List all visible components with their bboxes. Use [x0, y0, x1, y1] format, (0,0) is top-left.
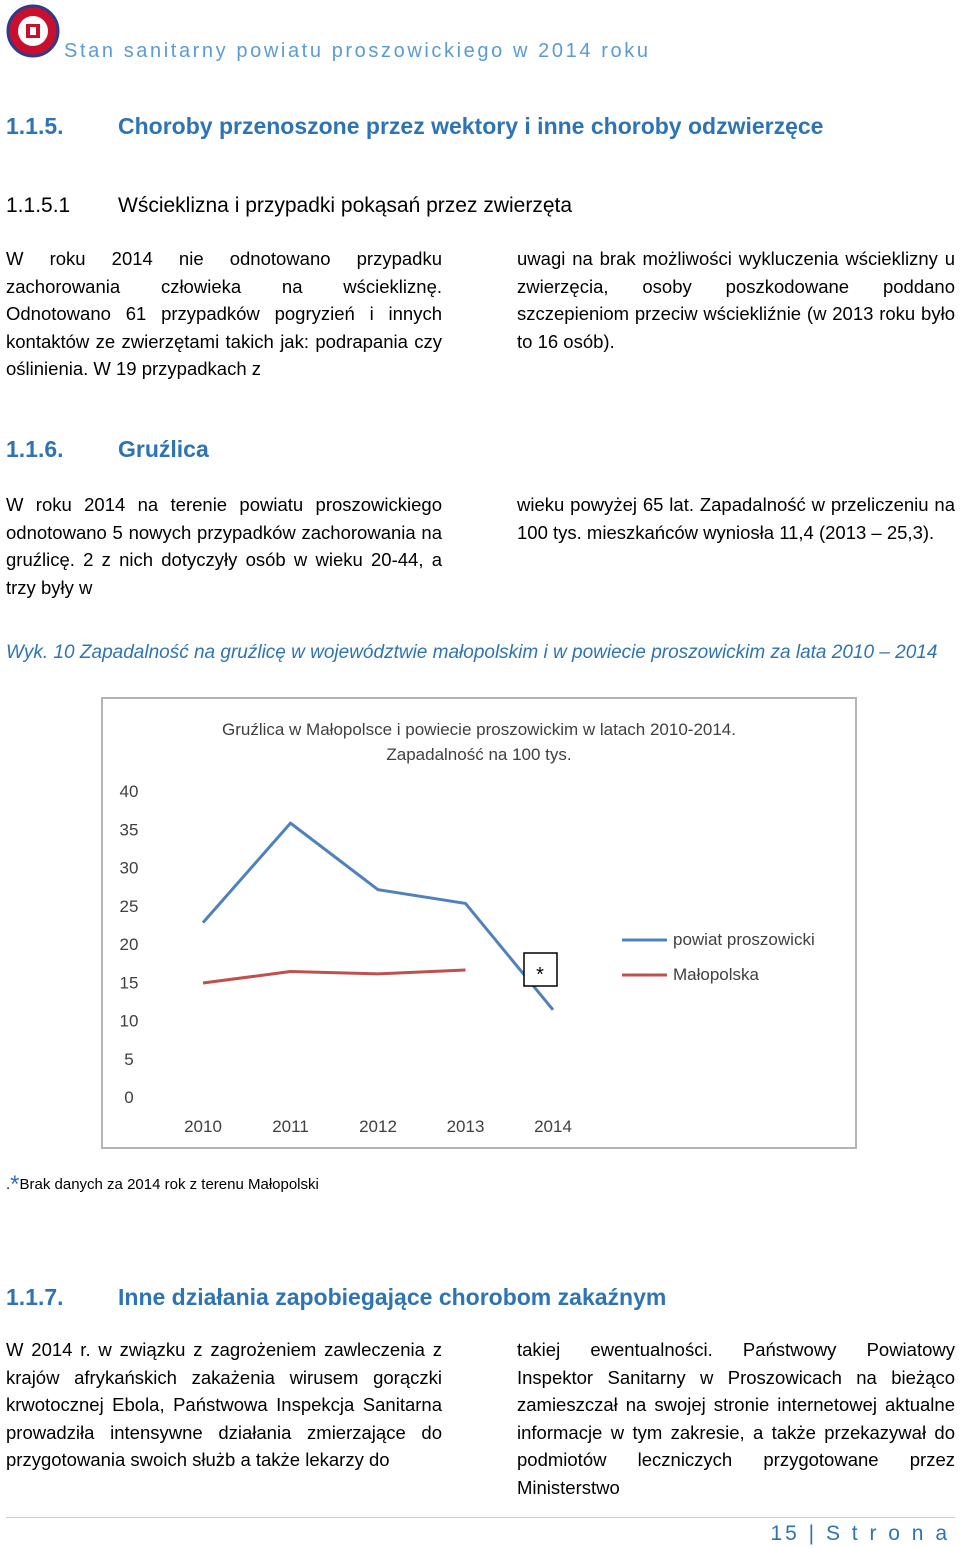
- x-tick-label: 2013: [446, 1117, 485, 1136]
- section-title: Choroby przenoszone przez wektory i inne choroby odzwierzęce: [118, 113, 824, 139]
- series-line: [203, 823, 553, 1010]
- y-tick-label: 30: [119, 858, 139, 878]
- y-tick-label: 35: [119, 820, 139, 840]
- x-tick-label: 2012: [359, 1117, 397, 1136]
- y-tick-label: 15: [119, 973, 139, 993]
- x-tick-label: 2011: [272, 1117, 309, 1136]
- page-label: S t r o n a: [825, 1522, 950, 1545]
- section-number: 1.1.5.: [6, 113, 64, 139]
- section-title: Gruźlica: [118, 436, 209, 462]
- x-tick-label: 2014: [534, 1117, 572, 1136]
- x-tick-label: 2010: [184, 1117, 222, 1136]
- figure-caption: Wyk. 10 Zapadalność na gruźlicę w województwie małopolskim i w powiecie proszowickim za lata 2010 – 2014: [6, 642, 938, 663]
- footnote-star: *: [10, 1171, 20, 1198]
- legend-label: powiat proszowicki: [673, 930, 815, 949]
- missing-data-annotation: *: [536, 964, 544, 986]
- paragraph-tuberculosis-left: W roku 2014 na terenie powiatu proszowickiego odnotowano 5 nowych przypadków zachorowania na gruźlicę. 2 z nich dotyczyły osób w wieku 20-44, a trzy były w: [6, 494, 442, 598]
- paragraph-prevention-left: W 2014 r. w związku z zagrożeniem zawleczenia z krajów afrykańskich zakażenia wirusem gorączki krwotocznej Ebola, Państwowa Inspekcja Sanitarna prowadziła intensywne działania zmierzające do przygotowania swoich służb a także lekarzy do: [6, 1339, 442, 1471]
- chart-title: Gruźlica w Małopolsce i powiecie proszowickim w latach 2010-2014.: [221, 720, 737, 739]
- paragraph-rabies-left: W roku 2014 nie odnotowano przypadku zachorowania człowieka na wściekliznę. Odnotowano 61 przypadków pogryzień i innych kontaktów ze zwierzętami takich jak: podrapania czy oślinienia. W 19 przypadkach z: [6, 248, 442, 380]
- section-number: 1.1.6.: [6, 436, 64, 462]
- chart-footnote: [6, 1171, 319, 1199]
- paragraph-rabies-right: uwagi na brak możliwości wykluczenia wścieklizny u zwierzęcia, osoby poszkodowane poddano szczepieniom przeciw wściekliźnie (w 2013 roku było to 16 osób).: [517, 248, 955, 352]
- subsection-number: 1.1.5.1: [6, 194, 71, 217]
- y-tick-label: 40: [119, 782, 139, 801]
- footer-divider: [6, 1517, 955, 1518]
- inspection-logo: [6, 4, 60, 58]
- page-number: 15: [770, 1522, 800, 1545]
- footnote-text: Brak danych za 2014 rok z terenu Małopolski: [19, 1176, 319, 1193]
- y-tick-label: 20: [119, 935, 139, 954]
- page-footer: [770, 1522, 950, 1546]
- y-tick-label: 25: [119, 896, 139, 916]
- y-tick-label: 0: [124, 1088, 134, 1107]
- document-header-title: Stan sanitarny powiatu proszowickiego w 2014 roku: [64, 40, 651, 62]
- subsection-title: Wścieklizna i przypadki pokąsań przez zwierzęta: [118, 194, 573, 217]
- section-title: Inne działania zapobiegające chorobom zakaźnym: [118, 1284, 667, 1310]
- page-separator: |: [808, 1522, 818, 1545]
- legend-label: Małopolska: [673, 965, 759, 984]
- footnote-prefix: .: [6, 1176, 11, 1193]
- series-line: [203, 970, 466, 983]
- chart-subtitle: Zapadalność na 100 tys.: [386, 745, 572, 764]
- tuberculosis-chart: [101, 697, 857, 1149]
- y-tick-label: 10: [119, 1011, 139, 1031]
- y-tick-label: 5: [124, 1049, 134, 1069]
- paragraph-prevention-right: takiej ewentualności. Państwowy Powiatowy Inspektor Sanitarny w Proszowicach na bieżąco zamieszczał na swojej stronie internetowej aktualne informacje w tym zakresie, a także przekazywał do podmiotów leczniczych przygotowane przez Ministerstwo: [517, 1339, 955, 1498]
- section-number: 1.1.7.: [6, 1284, 64, 1310]
- paragraph-tuberculosis-right: wieku powyżej 65 lat. Zapadalność w przeliczeniu na 100 tys. mieszkańców wyniosła 11,4 (2013 – 25,3).: [517, 494, 955, 543]
